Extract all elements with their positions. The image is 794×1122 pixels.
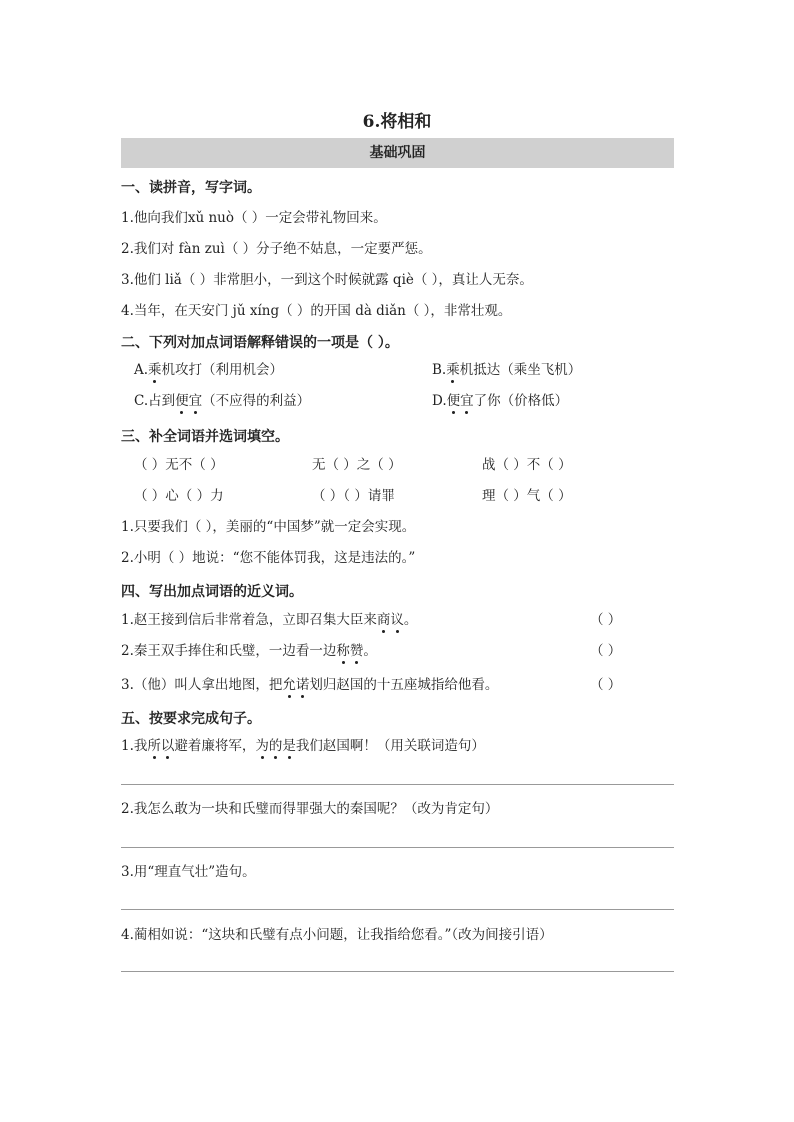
dotted-char: 宜 <box>460 393 474 409</box>
idiom-blank: （ ）无不（ ） <box>134 457 224 473</box>
answer-blank: （ ） <box>590 612 622 628</box>
option-d-text: 了你（价格低） <box>473 393 569 409</box>
question-4-1-end: 。 <box>403 612 418 628</box>
question-3-1: 1.只要我们（ ），美丽的“中国梦”就一定会实现。 <box>121 519 416 535</box>
question-4-2 <box>121 642 377 660</box>
dotted-char: 宜 <box>188 393 203 409</box>
q5-1-part: 避着廉将军， <box>174 738 256 754</box>
section-5-heading: 五、按要求完成句子。 <box>121 711 261 727</box>
question-4-3 <box>121 676 498 694</box>
dotted-char: 以 <box>160 738 175 754</box>
option-c <box>134 392 310 410</box>
dotted-char: 诺 <box>295 677 310 693</box>
option-d-prefix: D. <box>432 393 447 409</box>
dotted-char: 赞 <box>349 643 364 659</box>
section-2-heading: 二、下列对加点词语解释错误的一项是（ ）。 <box>121 335 399 351</box>
question-1-4: 4.当年，在天安门 jǔ xíng（ ）的开国 dà diǎn（ ），非常壮观。 <box>121 303 512 319</box>
question-4-1-text: 1.赵王接到信后非常着急，立即召集大臣来 <box>121 612 377 628</box>
idiom-blank: （ ）心（ ）力 <box>134 488 224 504</box>
option-b-text: 机抵达（乘坐飞机） <box>459 362 582 378</box>
dotted-char: 议 <box>390 612 404 628</box>
answer-blank: （ ） <box>590 677 622 693</box>
dotted-char: 乘 <box>446 362 460 378</box>
dotted-char: 称 <box>336 643 350 659</box>
answer-line <box>121 784 674 785</box>
banner-label: 基础巩固 <box>369 145 426 161</box>
dotted-char: 为 <box>255 738 269 754</box>
answer-line <box>121 909 674 910</box>
option-b-prefix: B. <box>432 362 447 378</box>
section-4-heading: 四、写出加点词语的近义词。 <box>121 584 303 600</box>
question-5-3: 3.用“理直气壮”造句。 <box>121 864 256 880</box>
option-b <box>432 361 581 379</box>
question-3-2: 2.小明（ ）地说：“您不能体罚我，这是违法的。” <box>121 550 416 566</box>
question-4-1 <box>121 611 417 629</box>
dotted-char: 乘 <box>148 362 162 378</box>
question-1-3: 3.他们 liǎ（ ）非常胆小，一到这个时候就露 qiè（ ），真让人无奈。 <box>121 272 533 288</box>
option-a-prefix: A. <box>134 362 149 378</box>
idiom-blank: （ ）（ ）请罪 <box>312 488 395 504</box>
question-1-2: 2.我们对 fàn zuì（ ）分子绝不姑息，一定要严惩。 <box>121 241 432 257</box>
section-1-heading: 一、读拼音，写字词。 <box>121 180 261 196</box>
option-c-prefix: C.占到 <box>134 393 176 409</box>
question-4-3-end: 划归赵国的十五座城指给他看。 <box>309 677 499 693</box>
question-5-4: 4.蔺相如说：“这块和氏璧有点小问题，让我指给您看。”（改为间接引语） <box>121 927 553 943</box>
answer-line <box>121 847 674 848</box>
idiom-blank: 战（ ）不（ ） <box>482 457 572 473</box>
answer-line <box>121 971 674 972</box>
dotted-char: 的 <box>268 738 283 754</box>
dotted-char: 商 <box>376 612 391 628</box>
question-5-1 <box>121 737 485 755</box>
question-4-2-end: 。 <box>363 643 377 659</box>
q5-1-part: 1.我 <box>121 738 148 754</box>
section-banner <box>121 138 674 168</box>
question-4-3-text: 3.（他）叫人拿出地图，把 <box>121 677 283 693</box>
dotted-char: 允 <box>282 677 296 693</box>
question-1-1: 1.他向我们xǔ nuò（ ）一定会带礼物回来。 <box>121 210 387 226</box>
q5-1-part: 我们赵国啊！（用关联词造句） <box>295 738 485 754</box>
idiom-blank: 无（ ）之（ ） <box>312 457 402 473</box>
section-3-heading: 三、补全词语并选词填空。 <box>121 429 289 445</box>
dotted-char: 是 <box>282 738 296 754</box>
question-5-2: 2.我怎么敢为一块和氏璧而得罪强大的秦国呢？（改为肯定句） <box>121 801 499 817</box>
dotted-char: 便 <box>175 393 189 409</box>
question-4-2-text: 2.秦王双手捧住和氏璧，一边看一边 <box>121 643 337 659</box>
answer-blank: （ ） <box>590 643 622 659</box>
dotted-char: 便 <box>446 393 461 409</box>
option-c-text: （不应得的利益） <box>202 393 311 409</box>
dotted-char: 所 <box>147 738 161 754</box>
option-d <box>432 392 568 410</box>
option-a <box>134 361 283 379</box>
page-title: 6.将相和 <box>362 112 432 132</box>
option-a-text: 机攻打（利用机会） <box>161 362 284 378</box>
idiom-blank: 理（ ）气（ ） <box>482 488 572 504</box>
